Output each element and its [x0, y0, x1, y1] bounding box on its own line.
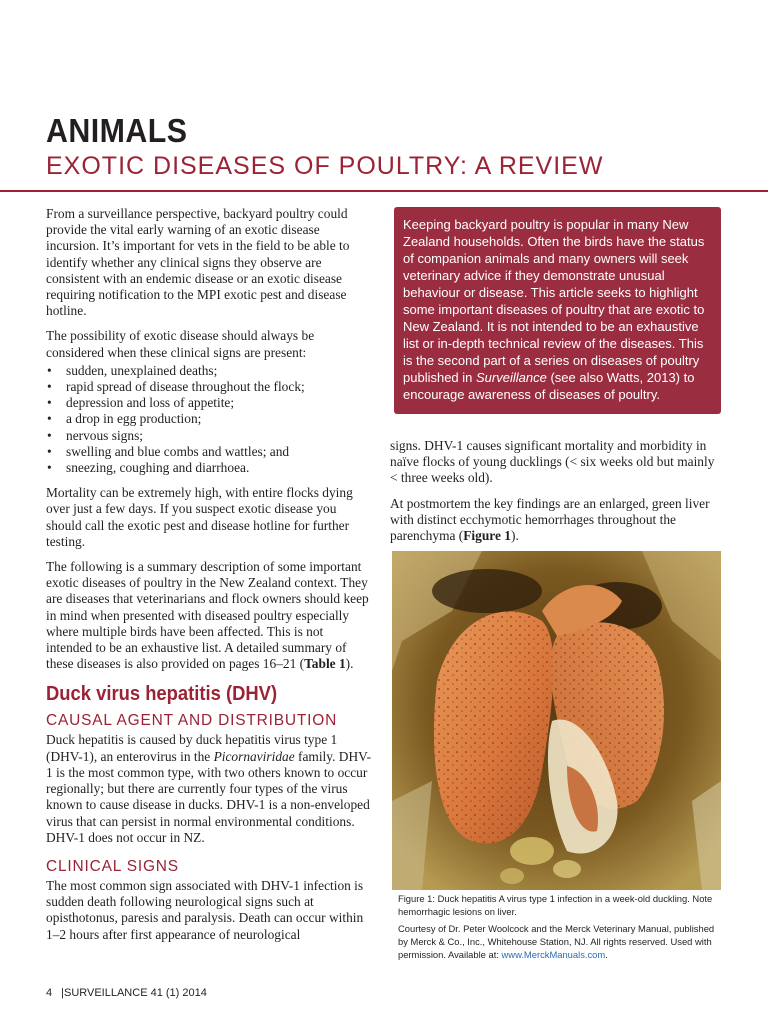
table-reference: Table 1 [304, 656, 346, 672]
figure-caption [398, 892, 722, 961]
intro-paragraph-1: From a surveillance perspective, backyard poultry could provide the vital early warning of an exotic disease incursion. It’s important for vets in the field to be able to identify whether any clinical signs they observe are consistent with an endemic disease or an exotic disease requiring notification to the MPI exotic pest and disease hotline. [46, 206, 350, 319]
postmortem-paragraph: At postmortem the key findings are an enlarged, green liver with distinct ecchymotic hemorrhages throughout the parenchyma (Figure 1). [390, 495, 710, 544]
intro-callout [394, 207, 721, 414]
figure-caption-title: Figure 1: Duck hepatitis A virus type 1 infection in a week-old duckling. Note hemorrhagic lesions on liver. [398, 893, 713, 917]
figure-reference: Figure 1 [463, 528, 511, 544]
merck-manuals-link[interactable]: www.MerckManuals.com [501, 949, 606, 960]
liver-photo-image [392, 551, 721, 890]
page-number: 4 [46, 987, 53, 999]
publication-name: |SURVEILLANCE 41 (1) 2014 [61, 987, 207, 999]
left-column [46, 206, 372, 952]
list-item: • nervous signs; [46, 428, 372, 444]
list-item: • a drop in egg production; [46, 411, 372, 427]
list-item: • rapid spread of disease throughout the flock; [46, 379, 372, 395]
mortality-paragraph: Mortality can be extremely high, with entire flocks dying over just a few days. If you suspect exotic disease you should call the exotic pest and disease hotline for further testing. [46, 485, 353, 549]
right-column [390, 438, 722, 553]
causal-agent-paragraph: Duck hepatitis is caused by duck hepatitis virus type 1 (DHV-1), an enterovirus in the Picornaviridae family. DHV-1 is the most common type, with two others known to occur regionally; but there are currently four types of the virus known to cause disease in ducks. DHV-1 is a non-enveloped virus that can persist in normal environmental conditions. DHV-1 does not occur in NZ. [46, 732, 372, 845]
clinical-signs-list [46, 363, 372, 476]
clinical-signs-continued: signs. DHV-1 causes significant mortality and morbidity in naïve flocks of young ducklings (< six weeks old but mainly < three weeks old). [390, 438, 715, 486]
figure-credit: Courtesy of Dr. Peter Woolcock and the Merck Veterinary Manual, published by Merck & Co., Inc., Whitehouse Station, NJ. All rights reserved. Used with permission. Available at: www.MerckManuals.com. [398, 923, 715, 960]
article-title: EXOTIC DISEASES OF POULTRY: A REVIEW [46, 152, 604, 180]
figure-photo [392, 551, 721, 890]
clinical-signs-heading: CLINICAL SIGNS [46, 857, 179, 875]
title-rule [0, 190, 768, 192]
list-item: • sneezing, coughing and diarrhoea. [46, 460, 372, 476]
section-heading: ANIMALS [46, 112, 188, 149]
dhv-heading: Duck virus hepatitis (DHV) [46, 683, 278, 706]
causal-agent-heading: CAUSAL AGENT AND DISTRIBUTION [46, 712, 338, 730]
list-item: • depression and loss of appetite; [46, 395, 372, 411]
page-footer [46, 987, 207, 999]
list-item: • sudden, unexplained deaths; [46, 363, 372, 379]
list-item: • swelling and blue combs and wattles; and [46, 444, 372, 460]
callout-text: Keeping backyard poultry is popular in many New Zealand households. Often the birds have the status of companion animals and many owners will seek veterinary advice if they demonstrate unusual behaviour or disease. This article seeks to highlight some important diseases of poultry that are exotic to New Zealand. It is not intended to be an exhaustive list or in-depth technical review of the diseases. This is the second part of a series on diseases of poultry published in Surveillance (see also Watts, 2013) to encourage awareness of diseases of poultry. [403, 217, 705, 402]
summary-paragraph: The following is a summary description of some important exotic diseases of poultry in the New Zealand context. They are diseases that veterinarians and flock owners should keep in mind when presented with diseased poultry especially where multiple birds have been affected. This is not intended to be an exhaustive list. A detailed summary of these diseases is also provided on pages 16–21 (Table 1). [46, 559, 369, 672]
intro-paragraph-2: The possibility of exotic disease should always be considered when these clinical signs are present: [46, 328, 315, 360]
clinical-signs-paragraph: The most common sign associated with DHV-1 infection is sudden death following neurological signs such at opisthotonus, paresis and paralysis. Death can occur within 1–2 hours after first appearance of neurological [46, 877, 364, 942]
